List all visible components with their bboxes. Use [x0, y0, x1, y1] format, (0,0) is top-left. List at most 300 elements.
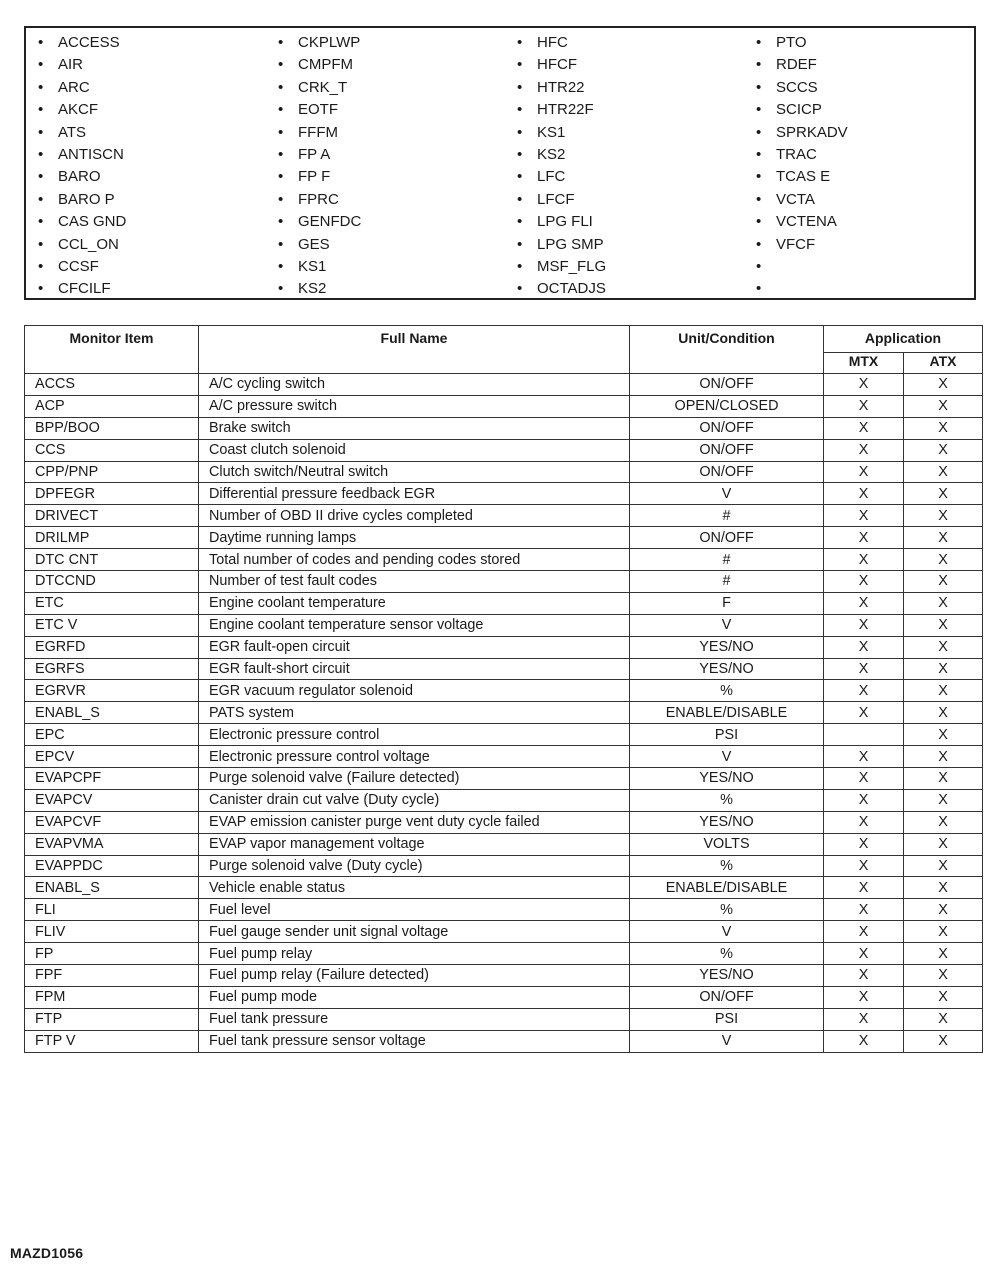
cell-mtx: X	[824, 374, 904, 396]
cell-unit-condition: PSI	[630, 1008, 824, 1030]
bullet-dot: •	[38, 280, 44, 298]
table-row	[25, 658, 983, 680]
table-row	[25, 965, 983, 987]
table-row	[25, 527, 983, 549]
cell-full-name: Purge solenoid valve (Failure detected)	[199, 768, 630, 790]
bullet-dot: •	[517, 101, 523, 119]
bullet-dot: •	[517, 190, 523, 208]
cell-full-name: Total number of codes and pending codes stored	[199, 549, 630, 571]
bullet-list-item	[266, 256, 361, 278]
bullet-item-text: KS2	[537, 145, 566, 163]
bullet-list-item	[505, 256, 606, 278]
table-row	[25, 636, 983, 658]
table-row	[25, 592, 983, 614]
cell-mtx: X	[824, 965, 904, 987]
bullet-item-text: ANTISCN	[58, 145, 124, 163]
cell-monitor-item: ENABL_S	[25, 877, 199, 899]
cell-mtx: X	[824, 811, 904, 833]
cell-unit-condition: V	[630, 1030, 824, 1052]
cell-mtx: X	[824, 768, 904, 790]
bullet-item-text: GES	[298, 235, 330, 253]
cell-atx: X	[904, 986, 983, 1008]
cell-full-name: Daytime running lamps	[199, 527, 630, 549]
cell-atx: X	[904, 768, 983, 790]
bullet-list-item	[266, 32, 361, 54]
bullet-item-text: VCTENA	[776, 213, 837, 231]
bullet-dot: •	[517, 123, 523, 141]
cell-full-name: Number of OBD II drive cycles completed	[199, 505, 630, 527]
bullet-dot: •	[517, 213, 523, 231]
bullet-dot: •	[278, 123, 284, 141]
cell-monitor-item: ETC V	[25, 614, 199, 636]
bullet-item-text: VFCF	[776, 235, 816, 253]
cell-atx: X	[904, 899, 983, 921]
cell-full-name: PATS system	[199, 702, 630, 724]
bullet-list-item	[505, 54, 606, 76]
bullet-item-text: AIR	[58, 56, 84, 74]
bullet-dot: •	[278, 78, 284, 96]
bullet-dot: •	[38, 145, 44, 163]
cell-monitor-item: DRIVECT	[25, 505, 199, 527]
bullet-dot: •	[278, 56, 284, 74]
bullet-item-text: LFC	[537, 168, 566, 186]
cell-full-name: Vehicle enable status	[199, 877, 630, 899]
cell-full-name: Clutch switch/Neutral switch	[199, 461, 630, 483]
bullet-list-item	[744, 54, 848, 76]
table-row	[25, 724, 983, 746]
bullet-dot: •	[756, 190, 762, 208]
cell-mtx: X	[824, 899, 904, 921]
cell-atx: X	[904, 1008, 983, 1030]
cell-atx: X	[904, 549, 983, 571]
cell-mtx: X	[824, 877, 904, 899]
cell-unit-condition: VOLTS	[630, 833, 824, 855]
bullet-dot: •	[756, 145, 762, 163]
cell-unit-condition: YES/NO	[630, 965, 824, 987]
bullet-list-item	[266, 54, 361, 76]
table-row	[25, 680, 983, 702]
bullet-column-1	[26, 32, 126, 301]
bullet-list-item	[744, 166, 848, 188]
cell-unit-condition: PSI	[630, 724, 824, 746]
bullet-item-text: SPRKADV	[776, 123, 848, 141]
bullet-item-text: CFCILF	[58, 280, 111, 298]
bullet-dot: •	[278, 280, 284, 298]
cell-monitor-item: DPFEGR	[25, 483, 199, 505]
bullet-list-item	[505, 234, 606, 256]
bullet-dot: •	[278, 213, 284, 231]
bullet-dot: •	[38, 78, 44, 96]
cell-monitor-item: EVAPVMA	[25, 833, 199, 855]
cell-atx: X	[904, 592, 983, 614]
bullet-list-item	[266, 166, 361, 188]
cell-mtx: X	[824, 527, 904, 549]
cell-full-name: EVAP emission canister purge vent duty cycle failed	[199, 811, 630, 833]
cell-mtx: X	[824, 571, 904, 593]
table-row	[25, 549, 983, 571]
cell-monitor-item: ETC	[25, 592, 199, 614]
table-row	[25, 768, 983, 790]
bullet-item-text: GENFDC	[298, 213, 362, 231]
bullet-dot: •	[278, 235, 284, 253]
cell-mtx: X	[824, 549, 904, 571]
cell-atx: X	[904, 921, 983, 943]
bullet-dot: •	[278, 257, 284, 275]
cell-full-name: EGR fault-open circuit	[199, 636, 630, 658]
bullet-dot: •	[517, 78, 523, 96]
bullet-list-item	[505, 77, 606, 99]
table-row	[25, 702, 983, 724]
cell-unit-condition: %	[630, 680, 824, 702]
bullet-list-item	[505, 211, 606, 233]
table-row	[25, 746, 983, 768]
bullet-dot: •	[517, 280, 523, 298]
cell-atx: X	[904, 527, 983, 549]
cell-mtx: X	[824, 746, 904, 768]
cell-atx: X	[904, 833, 983, 855]
cell-mtx: X	[824, 505, 904, 527]
cell-monitor-item: BPP/BOO	[25, 417, 199, 439]
cell-unit-condition: %	[630, 943, 824, 965]
cell-monitor-item: FTP	[25, 1008, 199, 1030]
cell-atx: X	[904, 483, 983, 505]
cell-unit-condition: YES/NO	[630, 768, 824, 790]
bullet-list-item	[744, 278, 848, 300]
bullet-list-item	[266, 234, 361, 256]
bullet-item-text: VCTA	[776, 190, 815, 208]
bullet-item-text: ARC	[58, 78, 90, 96]
bullet-item-text: FFFM	[298, 123, 338, 141]
bullet-dot: •	[278, 101, 284, 119]
bullet-list-item	[266, 278, 361, 300]
cell-monitor-item: ACP	[25, 395, 199, 417]
cell-monitor-item: ACCS	[25, 374, 199, 396]
bullet-item-text: CKPLWP	[298, 34, 361, 51]
bullet-dot: •	[38, 235, 44, 253]
bullet-dot: •	[517, 235, 523, 253]
bullet-list-item	[505, 166, 606, 188]
cell-mtx: X	[824, 855, 904, 877]
cell-unit-condition: V	[630, 614, 824, 636]
table-row	[25, 461, 983, 483]
cell-mtx: X	[824, 943, 904, 965]
cell-mtx: X	[824, 921, 904, 943]
cell-unit-condition: ON/OFF	[630, 374, 824, 396]
bullet-dot: •	[278, 34, 284, 51]
bullet-item-text: SCCS	[776, 78, 818, 96]
cell-full-name: Canister drain cut valve (Duty cycle)	[199, 789, 630, 811]
bullet-list-item	[744, 122, 848, 144]
cell-monitor-item: EGRFS	[25, 658, 199, 680]
cell-full-name: Fuel tank pressure	[199, 1008, 630, 1030]
cell-mtx: X	[824, 483, 904, 505]
table-row	[25, 833, 983, 855]
bullet-item-text: ATS	[58, 123, 87, 141]
bullet-dot: •	[756, 280, 762, 298]
cell-atx: X	[904, 461, 983, 483]
cell-full-name: Fuel pump relay (Failure detected)	[199, 965, 630, 987]
bullet-list-item	[505, 278, 606, 300]
cell-full-name: Fuel level	[199, 899, 630, 921]
cell-monitor-item: EGRFD	[25, 636, 199, 658]
cell-atx: X	[904, 374, 983, 396]
cell-monitor-item: FPM	[25, 986, 199, 1008]
bullet-list-item	[26, 144, 126, 166]
bullet-list-item	[26, 77, 126, 99]
header-application: Application	[824, 326, 983, 353]
bullet-item-text: CAS GND	[58, 213, 127, 231]
header-mtx: MTX	[824, 353, 904, 374]
cell-atx: X	[904, 943, 983, 965]
monitor-item-table	[24, 325, 983, 1053]
bullet-item-text: KS1	[298, 257, 327, 275]
cell-mtx: X	[824, 592, 904, 614]
cell-atx: X	[904, 1030, 983, 1052]
bullet-item-text: SCICP	[776, 101, 822, 119]
cell-full-name: Number of test fault codes	[199, 571, 630, 593]
bullet-dot: •	[517, 34, 523, 51]
cell-full-name: Fuel pump relay	[199, 943, 630, 965]
bullet-dot: •	[756, 101, 762, 119]
bullet-dot: •	[517, 145, 523, 163]
cell-unit-condition: %	[630, 855, 824, 877]
bullet-list-item	[26, 32, 126, 54]
bullet-list-item	[505, 99, 606, 121]
cell-full-name: EGR vacuum regulator solenoid	[199, 680, 630, 702]
cell-monitor-item: EGRVR	[25, 680, 199, 702]
cell-unit-condition: V	[630, 746, 824, 768]
bullet-item-text: FP A	[298, 145, 331, 163]
header-unit-condition: Unit/Condition	[630, 326, 824, 374]
bullet-list-item	[26, 211, 126, 233]
cell-monitor-item: DTC CNT	[25, 549, 199, 571]
cell-full-name: Fuel pump mode	[199, 986, 630, 1008]
cell-unit-condition: V	[630, 921, 824, 943]
table-row	[25, 374, 983, 396]
cell-atx: X	[904, 746, 983, 768]
cell-full-name: Coast clutch solenoid	[199, 439, 630, 461]
bullet-list-item	[266, 99, 361, 121]
bullet-list-item	[505, 189, 606, 211]
bullet-dot: •	[278, 168, 284, 186]
bullet-dot: •	[38, 190, 44, 208]
cell-mtx: X	[824, 395, 904, 417]
cell-mtx: X	[824, 636, 904, 658]
cell-mtx: X	[824, 1030, 904, 1052]
cell-monitor-item: EVAPCV	[25, 789, 199, 811]
bullet-item-text: CMPFM	[298, 56, 353, 74]
cell-unit-condition: OPEN/CLOSED	[630, 395, 824, 417]
bullet-list-item	[26, 122, 126, 144]
cell-unit-condition: V	[630, 483, 824, 505]
cell-mtx: X	[824, 702, 904, 724]
bullet-dot: •	[517, 257, 523, 275]
cell-mtx: X	[824, 461, 904, 483]
table-row	[25, 943, 983, 965]
cell-atx: X	[904, 702, 983, 724]
figure-code: MAZD1056	[10, 1245, 84, 1261]
bullet-list-item	[744, 77, 848, 99]
bullet-list-item	[266, 122, 361, 144]
cell-mtx: X	[824, 680, 904, 702]
cell-mtx: X	[824, 789, 904, 811]
cell-mtx: X	[824, 833, 904, 855]
bullet-list-item	[266, 144, 361, 166]
cell-full-name: Engine coolant temperature sensor voltage	[199, 614, 630, 636]
cell-atx: X	[904, 789, 983, 811]
bullet-list-item	[744, 144, 848, 166]
bullet-item-text: OCTADJS	[537, 280, 606, 298]
cell-monitor-item: FLIV	[25, 921, 199, 943]
bullet-dot: •	[756, 123, 762, 141]
bullet-list-item	[26, 166, 126, 188]
cell-unit-condition: YES/NO	[630, 811, 824, 833]
table-row	[25, 789, 983, 811]
cell-full-name: Electronic pressure control voltage	[199, 746, 630, 768]
bullet-list-item	[744, 99, 848, 121]
bullet-list-item	[505, 144, 606, 166]
bullet-dot: •	[38, 56, 44, 74]
bullet-column-2	[266, 32, 361, 301]
bullet-dot: •	[517, 56, 523, 74]
bullet-list-item	[505, 32, 606, 54]
bullet-list-item	[26, 256, 126, 278]
header-atx: ATX	[904, 353, 983, 374]
cell-monitor-item: DTCCND	[25, 571, 199, 593]
cell-unit-condition: %	[630, 789, 824, 811]
table-row	[25, 483, 983, 505]
cell-full-name: A/C pressure switch	[199, 395, 630, 417]
bullet-item-text: BARO P	[58, 190, 115, 208]
cell-monitor-item: FLI	[25, 899, 199, 921]
bullet-column-4	[744, 32, 848, 301]
cell-monitor-item: DRILMP	[25, 527, 199, 549]
cell-atx: X	[904, 965, 983, 987]
bullet-item-text: RDEF	[776, 56, 817, 74]
cell-full-name: EGR fault-short circuit	[199, 658, 630, 680]
bullet-item-text: LPG FLI	[537, 213, 593, 231]
cell-unit-condition: ENABLE/DISABLE	[630, 877, 824, 899]
bullet-item-text: HTR22F	[537, 101, 594, 119]
cell-unit-condition: %	[630, 899, 824, 921]
bullet-item-text: FP F	[298, 168, 331, 186]
bullet-list-item	[26, 234, 126, 256]
cell-atx: X	[904, 417, 983, 439]
cell-unit-condition: ON/OFF	[630, 527, 824, 549]
cell-monitor-item: FPF	[25, 965, 199, 987]
cell-monitor-item: EVAPCPF	[25, 768, 199, 790]
cell-monitor-item: CCS	[25, 439, 199, 461]
bullet-list-item	[744, 32, 848, 54]
table-row	[25, 921, 983, 943]
cell-mtx: X	[824, 1008, 904, 1030]
bullet-dot: •	[756, 235, 762, 253]
table-row	[25, 1030, 983, 1052]
table-row	[25, 811, 983, 833]
bullet-item-text: EOTF	[298, 101, 338, 119]
table-row	[25, 417, 983, 439]
cell-full-name: Differential pressure feedback EGR	[199, 483, 630, 505]
cell-monitor-item: ENABL_S	[25, 702, 199, 724]
cell-atx: X	[904, 636, 983, 658]
bullet-dot: •	[38, 123, 44, 141]
cell-unit-condition: ON/OFF	[630, 417, 824, 439]
bullet-dot: •	[517, 168, 523, 186]
cell-atx: X	[904, 724, 983, 746]
cell-monitor-item: EVAPPDC	[25, 855, 199, 877]
bullet-dot: •	[278, 145, 284, 163]
table-row	[25, 505, 983, 527]
bullet-dot: •	[38, 101, 44, 119]
cell-monitor-item: FTP V	[25, 1030, 199, 1052]
cell-atx: X	[904, 571, 983, 593]
cell-full-name: Fuel gauge sender unit signal voltage	[199, 921, 630, 943]
cell-unit-condition: YES/NO	[630, 636, 824, 658]
cell-full-name: Brake switch	[199, 417, 630, 439]
cell-unit-condition: ON/OFF	[630, 439, 824, 461]
cell-full-name: Purge solenoid valve (Duty cycle)	[199, 855, 630, 877]
cell-unit-condition: #	[630, 505, 824, 527]
header-full-name: Full Name	[199, 326, 630, 374]
bullet-item-text: HFC	[537, 34, 568, 51]
cell-atx: X	[904, 877, 983, 899]
bullet-column-3	[505, 32, 606, 301]
bullet-item-text: KS1	[537, 123, 566, 141]
cell-monitor-item: FP	[25, 943, 199, 965]
bullet-item-text: FPRC	[298, 190, 339, 208]
cell-unit-condition: ENABLE/DISABLE	[630, 702, 824, 724]
bullet-dot: •	[38, 168, 44, 186]
cell-monitor-item: CPP/PNP	[25, 461, 199, 483]
cell-atx: X	[904, 680, 983, 702]
bullet-item-text: PTO	[776, 34, 807, 51]
bullet-list-item	[505, 122, 606, 144]
bullet-item-text: CCSF	[58, 257, 99, 275]
bullet-item-text: HFCF	[537, 56, 577, 74]
table-row	[25, 855, 983, 877]
table-row	[25, 571, 983, 593]
table-row	[25, 614, 983, 636]
cell-full-name: A/C cycling switch	[199, 374, 630, 396]
cell-monitor-item: EVAPCVF	[25, 811, 199, 833]
bullet-list-item	[26, 189, 126, 211]
bullet-dot: •	[756, 56, 762, 74]
table-row	[25, 439, 983, 461]
bullet-dot: •	[756, 78, 762, 96]
table-row	[25, 986, 983, 1008]
bullet-list-item	[266, 189, 361, 211]
bullet-item-text: BARO	[58, 168, 101, 186]
cell-atx: X	[904, 505, 983, 527]
cell-unit-condition: ON/OFF	[630, 461, 824, 483]
cell-atx: X	[904, 439, 983, 461]
bullet-item-text: CRK_T	[298, 78, 348, 96]
bullet-dot: •	[38, 34, 44, 51]
cell-mtx: X	[824, 986, 904, 1008]
cell-atx: X	[904, 855, 983, 877]
bullet-dot: •	[278, 190, 284, 208]
cell-mtx	[824, 724, 904, 746]
bullet-dot: •	[756, 213, 762, 231]
bullet-list-item	[744, 256, 848, 278]
cell-full-name: Fuel tank pressure sensor voltage	[199, 1030, 630, 1052]
cell-mtx: X	[824, 658, 904, 680]
bullet-item-text: ACCESS	[58, 34, 120, 51]
table-row	[25, 899, 983, 921]
cell-atx: X	[904, 658, 983, 680]
cell-full-name: EVAP vapor management voltage	[199, 833, 630, 855]
bullet-item-text: LPG SMP	[537, 235, 604, 253]
